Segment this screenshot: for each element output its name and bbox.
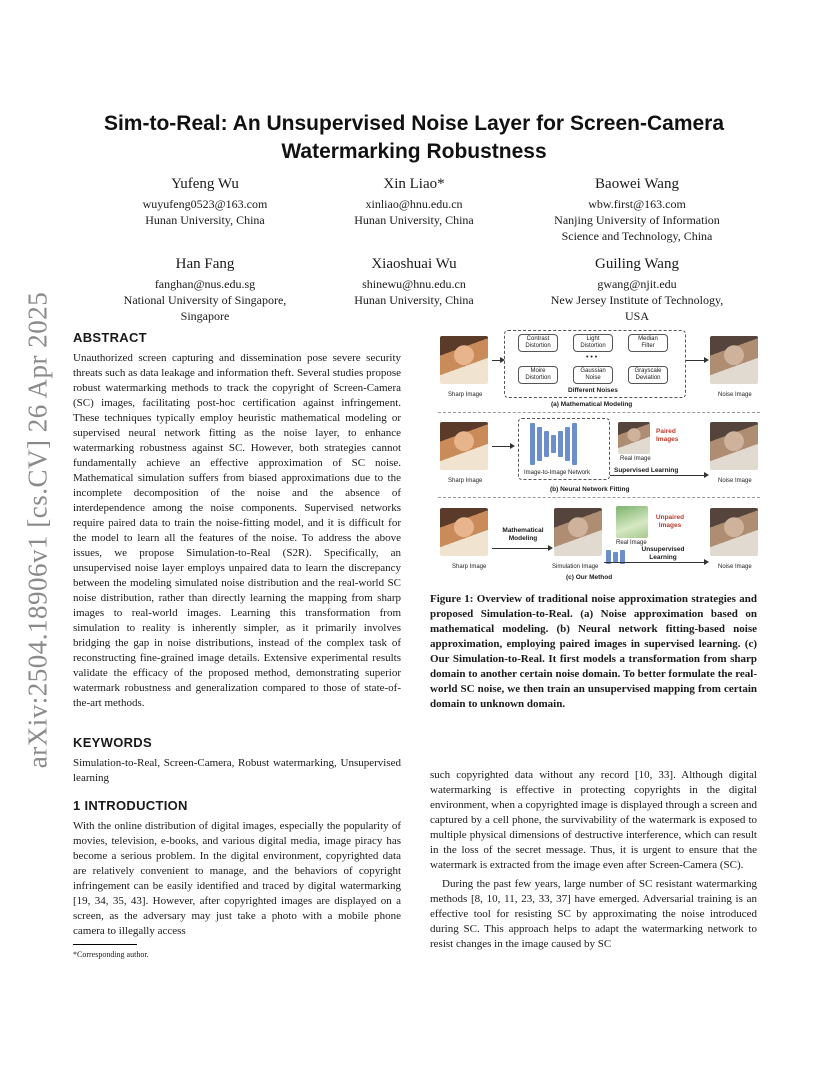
- unpaired-images-label: Unpaired Images: [655, 514, 685, 529]
- noise-box: Moire Distortion: [518, 366, 558, 384]
- subfigure-caption: (b) Neural Network Fitting: [550, 486, 630, 493]
- noise-box: Median Filter: [628, 334, 668, 352]
- body-paragraph: During the past few years, large number of SC resistant watermarking methods [8, 10, 11, 23, 33, 37] have emerged. Adversarial training is an effective tool for resisting SC by approximating the noise introduced during SC. This approach helps to adapt the watermarking network to resist changes in the image caused by SC: [430, 878, 757, 950]
- noise-image-label: Noise Image: [718, 564, 752, 570]
- arrow: [492, 446, 512, 447]
- title-line-1: Sim-to-Real: An Unsupervised Noise Layer for Screen-Camera: [103, 112, 725, 135]
- author-affiliation: Hunan University, China: [354, 213, 474, 227]
- ellipsis: • • •: [586, 354, 598, 361]
- noise-image-thumbnail: [710, 336, 758, 384]
- group-label: Different Noises: [568, 387, 618, 394]
- arrow: [604, 562, 706, 563]
- noise-box: Light Distortion: [573, 334, 613, 352]
- introduction-section: [73, 798, 401, 939]
- noise-image-label: Noise Image: [718, 392, 752, 398]
- divider: [438, 497, 760, 498]
- modeling-label: Mathematical Modeling: [502, 527, 544, 542]
- author-block: [527, 254, 747, 324]
- introduction-paragraph: With the online distribution of digital images, especially the popularity of movies, television, e-books, and various digital media, image piracy has become a serious problem. In the digital environment, copyrighted data are relatively convenient to manage, and the behaviors of copyright infringement can be easily identified and traced by digital watermarking [19, 34, 35, 43]. However, after copyrighted images are displayed on a screen, as the adversary may just take a photo with a mobile phone camera to illegally access: [73, 820, 401, 937]
- author-affiliation: Hunan University, China: [354, 293, 474, 307]
- author-email: shinewu@hnu.edu.cn: [362, 277, 466, 291]
- arrow: [610, 475, 706, 476]
- author-block: [95, 174, 315, 228]
- author-name: Han Fang: [175, 256, 235, 272]
- divider: [438, 412, 760, 413]
- body-paragraph: such copyrighted data without any record [10, 33]. Although digital watermarking is effective in protecting copyrights in the digital environment, when a copyrighted image is displayed through a screen and captured by a cell phone, the survivability of the watermark is exposed to multiple physical dimensions of destructive interference, which can result in the loss of the secret message. Thus, it is urgent to ensure that the watermark is extracted from the image even after Screen-Camera (SC).: [430, 769, 757, 871]
- author-email: fanghan@nus.edu.sg: [154, 277, 256, 291]
- author-block: [304, 174, 524, 228]
- keywords-text: Simulation-to-Real, Screen-Camera, Robust watermarking, Unsupervised learning: [73, 757, 401, 784]
- real-image-thumbnail: [616, 506, 648, 538]
- noise-box: Grayscale Deviation: [628, 366, 668, 384]
- learning-label: Unsupervised Learning: [641, 546, 685, 561]
- introduction-heading: 1 INTRODUCTION: [73, 798, 188, 813]
- sharp-image-label: Sharp Image: [448, 478, 483, 484]
- author-block: [304, 254, 524, 308]
- right-column-body: [430, 768, 757, 952]
- author-block: [95, 254, 315, 324]
- abstract-text: Unauthorized screen capturing and dissemination pose severe security threats such as data leakage and information theft. Several studies propose robust watermarking methods to track the copyright of Screen-Camera (SC) images, facilitating post-hoc certification against infringement. These techniques typically employ heuristic mathematical modeling or supervised neural network fitting as the noise layer, to enhance watermarking robustness against SC. However, both strategies cannot fundamentally achieve an effective approximation of SC noise. Mathematical simulation suffers from biased approximations due to the incomplete decomposition of the noise and the absence of interdependence among the noise components. Supervised networks require paired data to train the noise-fitting model, and it is difficult for the model to learn all the features of the noise. To address the above issues, we propose Simulation-to-Real (S2R). Specifically, an unsupervised noise layer employs unpaired data to learn the discrepancy between the modeling simulated noise distribution and the real-world SC noise distribution, rather than directly learning the mapping from sharp images to real-world images. Learning this transformation from simulation to reality is inherently simpler, as it primarily involves bridging the gap in noise distributions, instead of the complex task of reconstructing fine-grained image details. Extensive experimental results validate the efficacy of the proposed method, demonstrating superior watermark robustness and generalization compared to those of state-of-the-art methods.: [73, 352, 401, 709]
- abstract-section: [73, 330, 401, 711]
- figure-caption: Figure 1: Overview of traditional noise approximation strategies and proposed Simulation-to-Real. (a) Noise approximation based on mathematical modeling. (b) Neural network fitting-based noise approximation, employing paired images in supervised learning. (c) Our Simulation-to-Real. It first models a transformation from sharp domain to another certain noise domain. To better formulate the real-world SC noise, we then train an unsupervised mapping from certain domain to unknown domain.: [430, 593, 757, 710]
- noise-image-label: Noise Image: [718, 478, 752, 484]
- sharp-image-thumbnail: [440, 422, 488, 470]
- author-affiliation-2: USA: [624, 309, 649, 323]
- keywords-heading: KEYWORDS: [73, 735, 152, 750]
- author-name: Xin Liao*: [383, 176, 445, 192]
- arrow: [492, 360, 502, 361]
- unsupervised-network: [606, 548, 627, 566]
- subfigure-caption: (a) Mathematical Modeling: [551, 401, 633, 408]
- figure-1: [438, 330, 760, 585]
- keywords-section: [73, 735, 401, 786]
- subfigure-caption: (c) Our Method: [566, 574, 613, 581]
- footnote: *Corresponding author.: [73, 950, 149, 959]
- author-affiliation-2: Science and Technology, China: [561, 229, 713, 243]
- abstract-heading: ABSTRACT: [73, 330, 147, 345]
- real-image-label: Real Image: [616, 540, 647, 546]
- arrow: [492, 548, 550, 549]
- paper-title: [80, 110, 748, 166]
- author-name: Baowei Wang: [595, 176, 679, 192]
- network-layers: [530, 423, 579, 465]
- footnote-rule: [73, 944, 137, 945]
- author-email: gwang@njit.edu: [597, 277, 677, 291]
- author-affiliation: New Jersey Institute of Technology,: [550, 293, 724, 307]
- arrow: [686, 360, 706, 361]
- learning-label: Supervised Learning: [614, 467, 679, 474]
- author-name: Xiaoshuai Wu: [371, 256, 457, 272]
- sharp-image-thumbnail: [440, 508, 488, 556]
- author-affiliation-2: Singapore: [180, 309, 230, 323]
- real-image-thumbnail: [618, 422, 650, 454]
- author-email: xinliao@hnu.edu.cn: [365, 197, 463, 211]
- author-email: wuyufeng0523@163.com: [142, 197, 268, 211]
- figure-caption-block: [430, 592, 757, 712]
- title-line-2: Watermarking Robustness: [281, 140, 547, 163]
- simulation-image-thumbnail: [554, 508, 602, 556]
- noise-image-thumbnail: [710, 508, 758, 556]
- network-label: Image-to-Image Network: [524, 470, 591, 476]
- author-email: wbw.first@163.com: [588, 197, 686, 211]
- author-affiliation: Nanjing University of Information: [554, 213, 720, 227]
- author-affiliation: Hunan University, China: [145, 213, 265, 227]
- author-name: Yufeng Wu: [171, 176, 239, 192]
- author-name: Guiling Wang: [595, 256, 679, 272]
- noise-box: Gaussian Noise: [573, 366, 613, 384]
- arxiv-identifier: [18, 291, 58, 769]
- author-block: [527, 174, 747, 244]
- noise-image-thumbnail: [710, 422, 758, 470]
- author-affiliation: National University of Singapore,: [123, 293, 287, 307]
- simulation-image-label: Simulation Image: [552, 564, 599, 570]
- paired-images-label: Paired Images: [656, 428, 679, 443]
- sharp-image-label: Sharp Image: [448, 392, 483, 398]
- sharp-image-thumbnail: [440, 336, 488, 384]
- real-image-label: Real Image: [620, 456, 651, 462]
- arxiv-text: arXiv:2504.18906v1 [cs.CV] 26 Apr 2025: [22, 291, 53, 769]
- noise-box: Contrast Distortion: [518, 334, 558, 352]
- sharp-image-label: Sharp Image: [452, 564, 487, 570]
